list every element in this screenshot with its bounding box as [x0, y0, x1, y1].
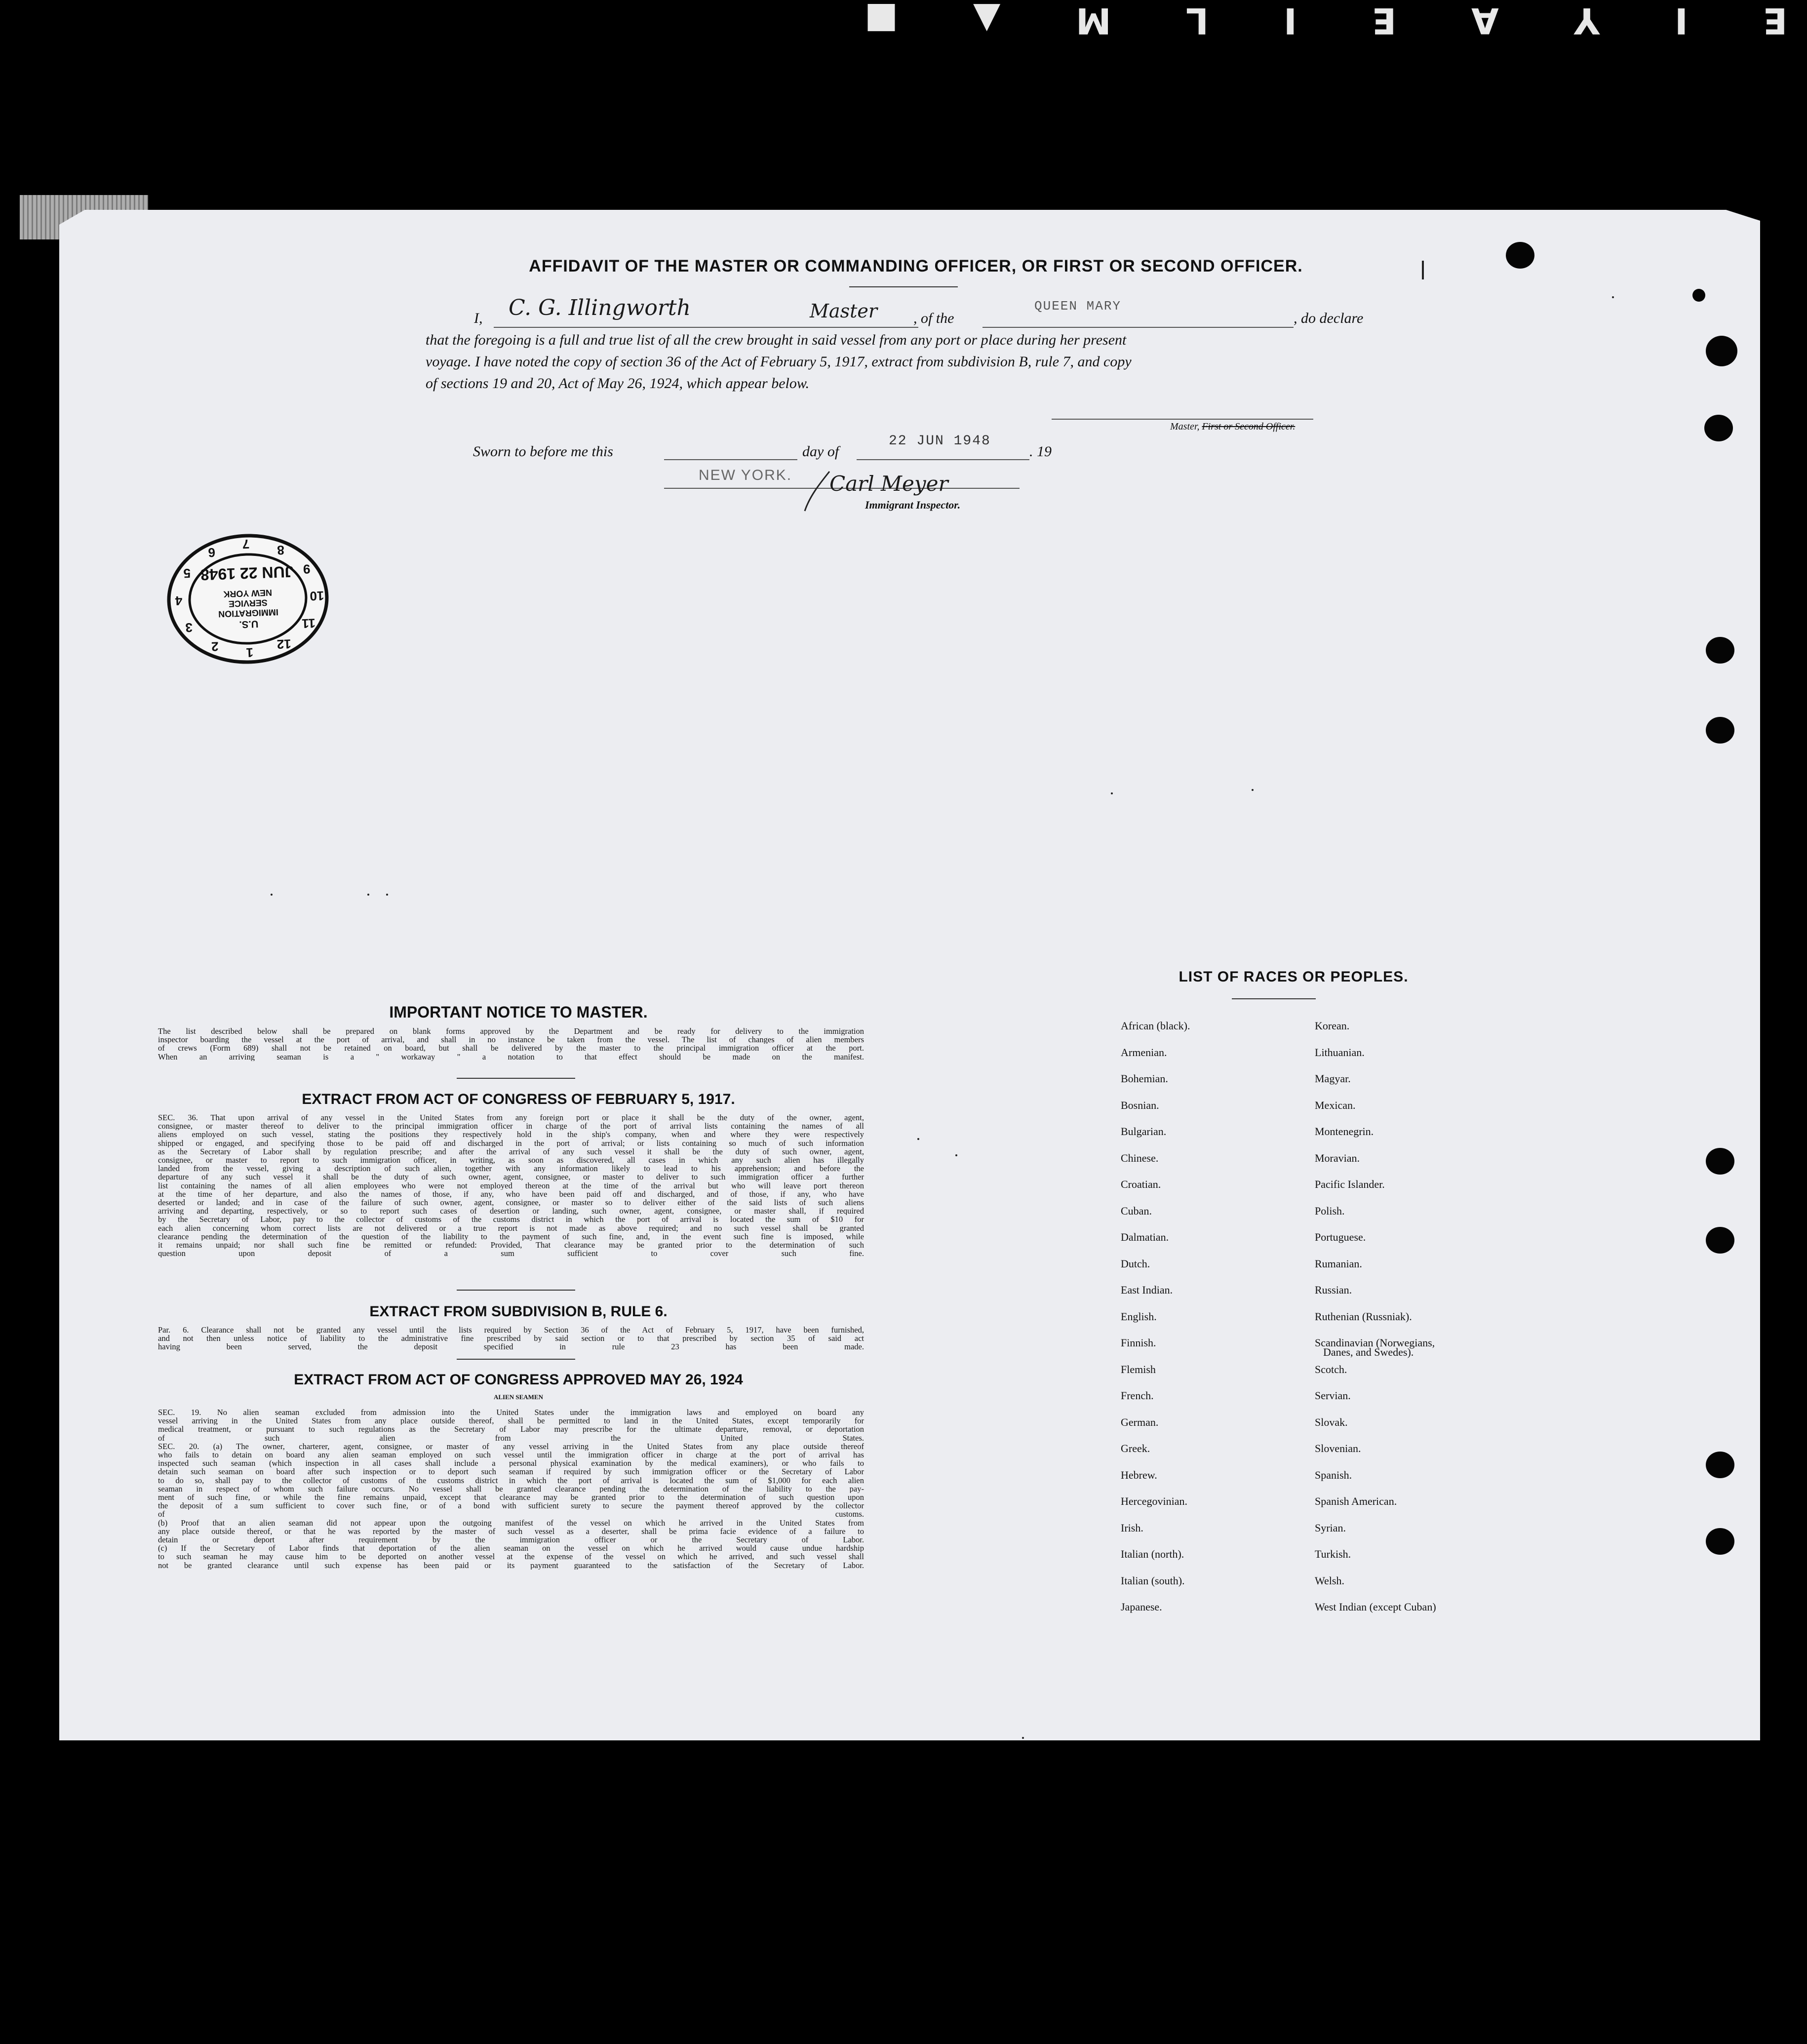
punch-hole [1706, 1227, 1734, 1254]
seal-ring-number: 10 [309, 588, 324, 604]
film-letter: Y [1572, 0, 1600, 41]
affidavit-line-4: of sections 19 and 20, Act of May 26, 1924, which appear below. [426, 375, 810, 392]
notice-line: the deposit of a sum sufficient to cover such fine, or of a bond with sufficient surety to secure the payment thereof approved by the collector [158, 1501, 864, 1510]
race-item: Rumanian. [1315, 1257, 1362, 1270]
race-item: Portuguese. [1315, 1231, 1366, 1243]
vessel-name: QUEEN MARY [1034, 299, 1122, 314]
race-item: Bosnian. [1121, 1099, 1159, 1111]
race-item: Polish. [1315, 1204, 1345, 1217]
notice-line: inspected such seaman (which inspection in all cases shall include a personal physical examination by the medical examiners), or who fails to [158, 1459, 864, 1468]
speck [1022, 1737, 1024, 1739]
punch-hole [1706, 717, 1734, 744]
notice-line: as the Secretary of Labor shall by regulation prescribe; and after the arrival of any such vessel it shall be the duty of such owner, agent, [158, 1147, 864, 1156]
act-1924-text [158, 1408, 864, 1570]
notice-line: aliens employed on such vessel, stating the positions they respectively hold in the ship's company, when and where they were respectively [158, 1130, 864, 1139]
declare-label: , do declare [1294, 310, 1364, 326]
speck [386, 894, 388, 896]
race-item: Italian (south). [1121, 1574, 1185, 1587]
day-of-label: day of [802, 443, 839, 460]
race-item: English. [1121, 1310, 1157, 1323]
notice-line: deserted or landed; and in case of the failure of such owner, agent, consignee, or master so to deliver either of the said lists of such aliens [158, 1198, 864, 1207]
notice-line: having been served, the deposit specified in rule 23 has been made. [158, 1342, 864, 1351]
notice-line: consignee, or master thereof to deliver to the principal immigration officer in charge of the port of arrival lists containing the names of all [158, 1122, 864, 1131]
seal-ring-number: 1 [246, 645, 254, 661]
officer-name-blank [494, 327, 918, 328]
seal-ring-number: 2 [211, 639, 219, 654]
act-1917-text [158, 1113, 864, 1258]
notice-line: seaman in respect of whom such failure occurs. No vessel shall be granted clearance pending the determination of the liability to the pay- [158, 1484, 864, 1494]
port-stamp: NEW YORK. [699, 467, 792, 483]
notice-line: SEC. 19. No alien seaman excluded from admission into the United States under the immigration laws and employed on board any [158, 1408, 864, 1417]
seal-ring-number: 6 [207, 545, 216, 560]
rule-6-title: EXTRACT FROM SUBDIVISION B, RULE 6. [369, 1303, 668, 1320]
officer-caption [1170, 421, 1295, 432]
punch-hole [1706, 1528, 1734, 1555]
sworn-date: 22 JUN 1948 [889, 433, 991, 449]
of-the-label: , of the [913, 310, 954, 326]
race-item: Korean. [1315, 1020, 1350, 1032]
officer-rank: Master [810, 300, 877, 322]
seal-ring-number: 8 [276, 543, 285, 558]
notice-line: (b) Proof that an alien seaman did not appear upon the outgoing manifest of the vessel on which he arrived in the United States from [158, 1518, 864, 1527]
race-item: Russian. [1315, 1284, 1352, 1296]
races-title-rule [1232, 998, 1316, 999]
officer-name: C. G. Illingworth [509, 295, 691, 320]
race-item: Spanish. [1315, 1468, 1352, 1481]
seal-ring-number: 3 [185, 620, 193, 635]
notice-line: any place outside thereof, or that he was reported by the master of such vessel as a deserter, shall be prima facie evidence of a failure to [158, 1527, 864, 1536]
notice-line: of crews (Form 689) shall not be retained on board, but shall be delivered by the master to the principal immigration officer at the port. [158, 1044, 864, 1053]
affidavit-line-3: voyage. I have noted the copy of section 36 of the Act of February 5, 1917, extract from subdivision B, rule 7, and copy [426, 354, 1132, 370]
immigration-seal [164, 532, 332, 668]
notice-line: Par. 6. Clearance shall not be granted any vessel until the lists required by Section 36 of the Act of February 5, 1917, have been furnished, [158, 1326, 864, 1335]
seal-ring-number: 5 [183, 566, 191, 581]
film-letter: I [1674, 0, 1688, 41]
race-item: Danes, and Swedes). [1323, 1346, 1414, 1358]
year-label: . 19 [1029, 443, 1052, 460]
notice-line: who fails to detain on board any alien seaman employed on such vessel until the immigration officer in charge at the port of arrival has [158, 1451, 864, 1459]
film-letter: I [1283, 0, 1297, 41]
punch-hole [1706, 336, 1737, 366]
punch-hole [1706, 637, 1734, 664]
film-letter: A [1470, 0, 1499, 41]
race-item: Montenegrin. [1315, 1125, 1374, 1138]
race-item: Magyar. [1315, 1072, 1351, 1085]
film-letter: ▲ [972, 0, 1001, 41]
notice-line: question upon deposit of a sum sufficient to cover such fine. [158, 1249, 864, 1258]
race-item: Moravian. [1315, 1151, 1360, 1164]
notice-line: by the Secretary of Labor, pay to the collector of customs of the customs district in which the port of arrival is located the sum of $10 for [158, 1215, 864, 1224]
notice-line: not be granted clearance until such expense has been paid or its payment guaranteed to the satisfaction of the Secretary of Labor. [158, 1561, 864, 1570]
film-letter: E [1371, 0, 1397, 41]
film-letter: E [1762, 0, 1787, 41]
race-item: Croatian. [1121, 1178, 1161, 1190]
sworn-month-blank [857, 459, 1029, 460]
race-item: Greek. [1121, 1442, 1150, 1454]
sworn-label: Sworn to before me this [473, 443, 613, 460]
seal-date: JUN 22 1948 [200, 562, 294, 584]
notice-line: of customs. [158, 1510, 864, 1519]
race-item: Slovenian. [1315, 1442, 1361, 1454]
notice-line: to such seaman he may cause him to be deported on another vessel at the expense of the vessel on which he arrived, and such vessel shall [158, 1552, 864, 1561]
race-item: Syrian. [1315, 1521, 1346, 1534]
race-item: Dutch. [1121, 1257, 1150, 1270]
seal-ring-number: 12 [276, 636, 292, 652]
race-item: Irish. [1121, 1521, 1143, 1534]
act-1917-title: EXTRACT FROM ACT OF CONGRESS OF FEBRUARY 5, 1917. [302, 1091, 735, 1107]
notice-line: departure of any such vessel it shall be the duty of such owner, agent, consignee, or master to deliver to such immigration officer a further [158, 1173, 864, 1181]
race-item: German. [1121, 1415, 1159, 1428]
vessel-name-blank [982, 327, 1294, 328]
race-item: Bohemian. [1121, 1072, 1168, 1085]
notice-line: clearance pending the determination of the question of the liability to the payment of such fine, and, in the event such fine is imposed, while [158, 1232, 864, 1241]
race-item: Italian (north). [1121, 1548, 1184, 1560]
punch-hole [1704, 415, 1733, 441]
race-item: East Indian. [1121, 1284, 1173, 1296]
notice-line: landed from the vessel, giving a description of such alien, together with any information likely to lead to his apprehension; and before the [158, 1164, 864, 1173]
race-item: West Indian (except Cuban) [1315, 1601, 1436, 1613]
punch-hole [1706, 1148, 1734, 1175]
race-item: Hercegovinian. [1121, 1495, 1187, 1507]
section-rule [457, 1290, 575, 1291]
seal-ring-number: 9 [303, 561, 311, 577]
speck [1612, 296, 1614, 298]
seal-line-2: IMMIGRATION [218, 607, 279, 620]
race-item: Spanish American. [1315, 1495, 1397, 1507]
seal-ring-number: 4 [175, 593, 183, 609]
notice-line: and not then unless notice of liability to the administrative fine prescribed by said section or to that prescribed by section 35 of said act [158, 1334, 864, 1343]
notice-line: arriving and departing, respectively, or so to report such cases of desertion or landing, such owner, agent, consignee, or master shall, if required [158, 1207, 864, 1216]
act-1924-title: EXTRACT FROM ACT OF CONGRESS APPROVED MAY 26, 1924 [294, 1372, 743, 1388]
speck [955, 1154, 957, 1156]
section-rule [457, 1359, 575, 1360]
race-item: Armenian. [1121, 1046, 1167, 1059]
speck [1252, 789, 1254, 791]
punch-hole [1706, 1452, 1734, 1478]
notice-line: SEC. 36. That upon arrival of any vessel in the United States from any foreign port or place it shall be the duty of the owner, agent, [158, 1113, 864, 1122]
signature-flourish [800, 469, 869, 516]
speck [367, 894, 369, 896]
section-rule [457, 1078, 575, 1079]
speck [917, 1138, 919, 1140]
notice-title: IMPORTANT NOTICE TO MASTER. [389, 1003, 648, 1021]
notice-line: When an arriving seaman is a " workaway " a notation to that effect should be made on the manifest. [158, 1052, 864, 1061]
notice-line: list containing the names of all alien employees who were not employed thereon at the time of the arrival but who will leave port thereon [158, 1181, 864, 1190]
affidavit-i-label: I, [474, 310, 483, 326]
film-strip [864, 0, 1807, 49]
race-item: Scotch. [1315, 1363, 1347, 1376]
notice-line: of such alien from the United States. [158, 1433, 864, 1442]
seal-line-4: NEW YORK [223, 588, 273, 599]
race-item: Hebrew. [1121, 1468, 1157, 1481]
notice-line: detain or deport after requirement by the immigration officer or the Secretary of Labor. [158, 1535, 864, 1544]
notice-line: shipped or engaged, and specifying those to be paid off and discharged in the port of arrival; or lists containing so much of such information [158, 1139, 864, 1147]
affidavit-line-2: that the foregoing is a full and true list of all the crew brought in said vessel from any port or place during her present [426, 332, 1127, 348]
notice-line: The list described below shall be prepared on blank forms approved by the Department and be ready for delivery to the immigration [158, 1027, 864, 1036]
notice-line: each alien concerning whom correct lists are not delivered or a true report is not made as above required; and no such vessel shall be granted [158, 1223, 864, 1232]
rule-6-text [158, 1326, 864, 1351]
notice-line: vessel arriving in the United States from any place outside thereof, shall be permitted to land in the United States, except temporarily for [158, 1416, 864, 1425]
race-item: Lithuanian. [1315, 1046, 1365, 1059]
race-item: Turkish. [1315, 1548, 1351, 1560]
inspector-signature: Carl Meyer [829, 472, 948, 496]
notice-line: ment of such fine, or while the fine remains unpaid, except that clearance may be granted prior to the determination of such question upon [158, 1493, 864, 1502]
race-item: Mexican. [1315, 1099, 1356, 1111]
notice-line: it remains unpaid; nor shall such fine be remitted or refunded: Provided, That clearance may be granted prior to the determination of such [158, 1241, 864, 1250]
officer-caption-struck: First or Second Officer. [1202, 421, 1296, 432]
races-title: LIST OF RACES OR PEOPLES. [1178, 969, 1409, 985]
race-item: Scandinavian (Norwegians, [1315, 1336, 1435, 1349]
affidavit-title: AFFIDAVIT OF THE MASTER OR COMMANDING OFFICER, OR FIRST OR SECOND OFFICER. [529, 257, 1303, 275]
film-letter: M [1074, 0, 1111, 41]
race-item: African (black). [1121, 1020, 1190, 1032]
notice-line: medical treatment, or pursuant to such regulations as the Secretary of Labor may prescribe for the ultimate departure, removal, or deportation [158, 1425, 864, 1434]
punch-hole [1692, 289, 1705, 302]
race-item: Pacific Islander. [1315, 1178, 1385, 1190]
race-item: Cuban. [1121, 1204, 1152, 1217]
speck [1111, 792, 1113, 794]
race-item: Bulgarian. [1121, 1125, 1167, 1138]
film-letter: ■ [864, 0, 899, 41]
seal-ring-number: 7 [242, 536, 250, 552]
race-item: French. [1121, 1389, 1154, 1402]
notice-intro [158, 1027, 864, 1061]
punch-hole [1506, 242, 1534, 269]
notice-line: consignee, or master to report to such immigration officer, in writing, as soon as discovered, all cases in which any such alien has illegally [158, 1156, 864, 1165]
inspector-caption: Immigrant Inspector. [865, 499, 961, 511]
seal-line-1: U.S. [238, 618, 259, 630]
notice-line: (c) If the Secretary of Labor finds that deportation of the alien seaman on the vessel on which he arrived would cause undue hardship [158, 1544, 864, 1553]
race-item: Finnish. [1121, 1336, 1156, 1349]
race-item: Welsh. [1315, 1574, 1344, 1587]
master-signature-line [1052, 419, 1313, 420]
notice-line: at the time of her departure, and also the names of those, if any, who have been paid off and discharged, and of those, if any, who have [158, 1189, 864, 1199]
seal-ring-number: 11 [301, 616, 316, 631]
race-item: Servian. [1315, 1389, 1351, 1402]
officer-caption-master: Master, [1170, 421, 1200, 432]
sworn-day-blank [664, 459, 797, 460]
notice-line: inspector boarding the vessel at the port of arrival, and shall in no instance be taken from the vessel. The list of changes of alien members [158, 1035, 864, 1044]
race-item: Ruthenian (Russniak). [1315, 1310, 1412, 1323]
notice-line: SEC. 20. (a) The owner, charterer, agent, consignee, or master of any vessel arriving in the United States from any place outside thereof [158, 1442, 864, 1451]
race-item: Chinese. [1121, 1151, 1159, 1164]
film-letter: L [1185, 0, 1209, 41]
race-item: Japanese. [1121, 1601, 1162, 1613]
speck [271, 894, 273, 896]
race-item: Flemish [1121, 1363, 1156, 1376]
seal-line-3: SERVICE [228, 597, 268, 609]
notice-line: detain such seaman on board after such inspection or to deport such seaman if required by such immigration officer or the Secretary of Labor [158, 1467, 864, 1476]
act-1924-subtitle: ALIEN SEAMEN [493, 1393, 544, 1401]
race-item: Slovak. [1315, 1415, 1348, 1428]
affidavit-title-rule [849, 286, 958, 287]
race-item: Dalmatian. [1121, 1231, 1169, 1243]
binding-mark [1422, 261, 1424, 279]
notice-line: to do so, shall pay to the collector of customs of the customs district in which the port of arrival is located the sum of $1,000 for each alien [158, 1476, 864, 1485]
